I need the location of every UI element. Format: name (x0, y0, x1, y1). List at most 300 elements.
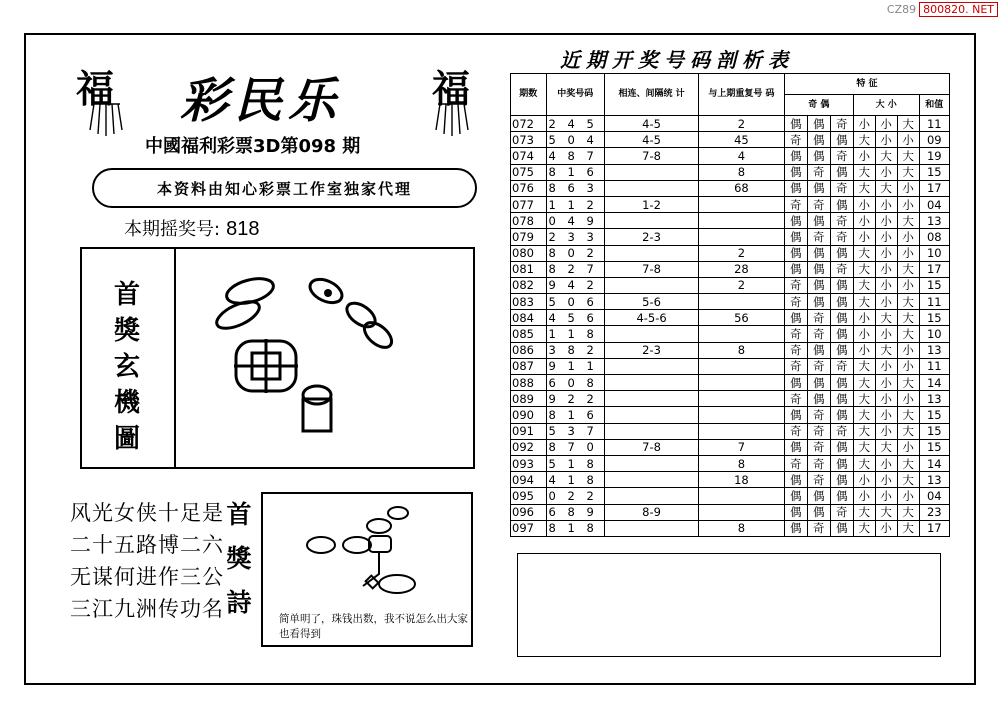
parity-cell: 偶 (807, 180, 830, 196)
size-cell: 小 (875, 132, 897, 148)
repeat-cell (699, 196, 785, 212)
parity-cell: 偶 (830, 277, 853, 293)
size-cell: 小 (853, 488, 875, 504)
size-cell: 小 (853, 472, 875, 488)
table-row (511, 423, 950, 439)
table-row (511, 407, 950, 423)
consecutive-cell: 4-5 (605, 132, 699, 148)
size-cell: 大 (897, 375, 919, 391)
winning-number-cell: 2 4 5 (546, 116, 605, 132)
winning-number-cell: 2 3 3 (546, 229, 605, 245)
puzzle-image (178, 249, 473, 467)
issue-cell: 074 (511, 148, 547, 164)
repeat-cell (699, 294, 785, 310)
puzzle-label (107, 277, 147, 457)
parity-cell: 偶 (807, 504, 830, 520)
size-cell: 小 (875, 358, 897, 374)
consecutive-cell (605, 472, 699, 488)
size-cell: 小 (897, 245, 919, 261)
parity-cell: 奇 (807, 196, 830, 212)
size-cell: 小 (875, 472, 897, 488)
winning-number-cell: 8 1 6 (546, 407, 605, 423)
parity-cell: 奇 (807, 310, 830, 326)
sum-cell: 11 (919, 294, 949, 310)
sum-cell: 23 (919, 504, 949, 520)
size-cell: 大 (853, 164, 875, 180)
issue-cell: 088 (511, 375, 547, 391)
consecutive-cell: 7-8 (605, 439, 699, 455)
size-cell: 小 (875, 164, 897, 180)
parity-cell: 偶 (784, 245, 807, 261)
table-row (511, 375, 950, 391)
sum-cell: 14 (919, 455, 949, 471)
issue-cell: 076 (511, 180, 547, 196)
parity-cell: 偶 (784, 213, 807, 229)
consecutive-cell (605, 520, 699, 536)
puzzle-label-char: 玄 (113, 352, 140, 382)
size-cell: 小 (875, 196, 897, 212)
notice-text: 本资料由知心彩票工作室独家代理 (156, 179, 412, 198)
repeat-cell: 28 (699, 261, 785, 277)
winning-number-cell: 6 8 9 (546, 504, 605, 520)
size-cell: 大 (853, 375, 875, 391)
issue-cell: 075 (511, 164, 547, 180)
table-row (511, 358, 950, 374)
consecutive-cell (605, 277, 699, 293)
consecutive-cell: 4-5 (605, 116, 699, 132)
repeat-cell (699, 407, 785, 423)
size-cell: 大 (897, 294, 919, 310)
issue-cell: 082 (511, 277, 547, 293)
sum-cell: 17 (919, 261, 949, 277)
size-cell: 大 (853, 245, 875, 261)
repeat-cell (699, 488, 785, 504)
size-cell: 小 (897, 439, 919, 455)
winning-number-cell: 5 1 8 (546, 455, 605, 471)
sum-cell: 10 (919, 245, 949, 261)
parity-cell: 奇 (784, 132, 807, 148)
table-row (511, 455, 950, 471)
parity-cell: 奇 (807, 472, 830, 488)
parity-cell: 偶 (807, 375, 830, 391)
sum-cell: 10 (919, 326, 949, 342)
consecutive-cell: 4-5-6 (605, 310, 699, 326)
watermark-prefix: CZ89 (886, 3, 917, 16)
parity-cell: 偶 (784, 148, 807, 164)
parity-cell: 偶 (830, 245, 853, 261)
issue-cell: 086 (511, 342, 547, 358)
size-cell: 小 (875, 213, 897, 229)
issue-cell: 081 (511, 261, 547, 277)
table-row (511, 472, 950, 488)
consecutive-cell (605, 375, 699, 391)
table-row (511, 213, 950, 229)
table-row (511, 229, 950, 245)
table-row (511, 180, 950, 196)
winning-number-cell: 5 3 7 (546, 423, 605, 439)
brand-title: 彩民乐 (180, 73, 343, 129)
parity-cell: 偶 (830, 407, 853, 423)
watermark (887, 2, 998, 17)
parity-cell: 奇 (784, 326, 807, 342)
size-cell: 小 (897, 132, 919, 148)
size-cell: 小 (853, 213, 875, 229)
parity-cell: 偶 (807, 294, 830, 310)
puzzle-label-char: 機 (113, 388, 140, 418)
size-cell: 大 (875, 342, 897, 358)
parity-cell: 偶 (830, 342, 853, 358)
size-cell: 大 (875, 439, 897, 455)
header-win: 中奖号码 (546, 74, 605, 116)
poem-line: 无谋何进作三公 (70, 565, 224, 589)
sum-cell: 15 (919, 423, 949, 439)
sum-cell: 11 (919, 358, 949, 374)
size-cell: 大 (897, 520, 919, 536)
parity-cell: 奇 (830, 148, 853, 164)
size-cell: 小 (897, 342, 919, 358)
parity-cell: 偶 (830, 472, 853, 488)
parity-cell: 偶 (784, 310, 807, 326)
table-row (511, 342, 950, 358)
size-cell: 小 (875, 423, 897, 439)
size-cell: 小 (875, 391, 897, 407)
size-cell: 小 (897, 358, 919, 374)
winning-number-cell: 8 1 8 (546, 520, 605, 536)
size-cell: 大 (897, 504, 919, 520)
table-row (511, 132, 950, 148)
parity-cell: 偶 (784, 488, 807, 504)
draw-label: 本期摇奖号: (124, 219, 221, 240)
header-repeat: 与上期重复号 码 (699, 74, 785, 116)
parity-cell: 奇 (807, 326, 830, 342)
size-cell: 小 (853, 229, 875, 245)
parity-cell: 奇 (807, 407, 830, 423)
repeat-cell: 8 (699, 520, 785, 536)
sum-cell: 13 (919, 391, 949, 407)
parity-cell: 奇 (807, 423, 830, 439)
repeat-cell: 8 (699, 342, 785, 358)
issue-cell: 079 (511, 229, 547, 245)
parity-cell: 奇 (830, 213, 853, 229)
lantern-right-icon (432, 100, 472, 140)
parity-cell: 偶 (830, 375, 853, 391)
parity-cell: 奇 (830, 358, 853, 374)
consecutive-cell (605, 245, 699, 261)
parity-cell: 偶 (830, 132, 853, 148)
size-cell: 小 (853, 310, 875, 326)
repeat-cell: 2 (699, 245, 785, 261)
parity-cell: 奇 (784, 391, 807, 407)
issue-cell: 092 (511, 439, 547, 455)
parity-cell: 奇 (784, 196, 807, 212)
size-cell: 小 (897, 391, 919, 407)
issue-cell: 087 (511, 358, 547, 374)
size-cell: 小 (875, 455, 897, 471)
sum-cell: 17 (919, 520, 949, 536)
winning-number-cell: 6 0 8 (546, 375, 605, 391)
parity-cell: 奇 (807, 520, 830, 536)
parity-cell: 偶 (784, 407, 807, 423)
repeat-cell: 2 (699, 116, 785, 132)
table-row (511, 277, 950, 293)
table-row (511, 504, 950, 520)
winning-number-cell: 4 8 7 (546, 148, 605, 164)
size-cell: 小 (875, 520, 897, 536)
parity-cell: 偶 (807, 245, 830, 261)
puzzle-label-char: 首 (113, 280, 140, 310)
parity-cell: 偶 (830, 439, 853, 455)
repeat-cell: 68 (699, 180, 785, 196)
table-row (511, 488, 950, 504)
sum-cell: 13 (919, 342, 949, 358)
winning-number-cell: 0 2 2 (546, 488, 605, 504)
parity-cell: 偶 (830, 196, 853, 212)
poem-line: 风光女侠十足是 (70, 501, 224, 525)
size-cell: 大 (853, 407, 875, 423)
poem-label-char: 詩 (226, 588, 252, 617)
issue-cell: 094 (511, 472, 547, 488)
parity-cell: 偶 (807, 261, 830, 277)
size-cell: 小 (875, 229, 897, 245)
size-cell: 大 (853, 132, 875, 148)
size-cell: 小 (875, 261, 897, 277)
notice-banner (92, 168, 477, 208)
parity-cell: 偶 (807, 132, 830, 148)
winning-number-cell: 9 2 2 (546, 391, 605, 407)
issue-cell: 085 (511, 326, 547, 342)
header-parity: 奇 偶 (784, 95, 853, 116)
winning-number-cell: 8 7 0 (546, 439, 605, 455)
parity-cell: 奇 (830, 504, 853, 520)
parity-cell: 奇 (807, 164, 830, 180)
header-consec: 相连、间隔统 计 (605, 74, 699, 116)
repeat-cell: 7 (699, 439, 785, 455)
repeat-cell (699, 358, 785, 374)
winning-number-cell: 1 1 8 (546, 326, 605, 342)
issue-cell: 093 (511, 455, 547, 471)
header-issue: 期数 (511, 74, 547, 116)
sum-cell: 04 (919, 488, 949, 504)
parity-cell: 偶 (830, 310, 853, 326)
repeat-cell (699, 375, 785, 391)
table-row (511, 310, 950, 326)
winning-number-cell: 5 0 4 (546, 132, 605, 148)
blank-result-box (517, 553, 941, 657)
winning-number-cell: 8 2 7 (546, 261, 605, 277)
repeat-cell (699, 504, 785, 520)
table-row (511, 148, 950, 164)
size-cell: 大 (897, 148, 919, 164)
repeat-cell: 45 (699, 132, 785, 148)
size-cell: 大 (853, 520, 875, 536)
parity-cell: 奇 (807, 455, 830, 471)
repeat-cell: 8 (699, 164, 785, 180)
consecutive-cell (605, 391, 699, 407)
issue-cell: 078 (511, 213, 547, 229)
draw-number-line (124, 215, 259, 241)
size-cell: 大 (853, 423, 875, 439)
header-sum: 和值 (919, 95, 949, 116)
header-feature: 特 征 (784, 74, 949, 95)
size-cell: 大 (897, 261, 919, 277)
size-cell: 大 (875, 148, 897, 164)
table-row (511, 391, 950, 407)
repeat-cell (699, 423, 785, 439)
poem-line: 三江九洲传功名 (70, 597, 224, 621)
size-cell: 大 (853, 358, 875, 374)
size-cell: 大 (897, 326, 919, 342)
parity-cell: 奇 (784, 455, 807, 471)
winning-number-cell: 8 1 6 (546, 164, 605, 180)
repeat-cell (699, 326, 785, 342)
winning-number-cell: 4 5 6 (546, 310, 605, 326)
lantern-left-icon (86, 100, 126, 140)
winning-number-cell: 8 0 2 (546, 245, 605, 261)
issue-cell: 072 (511, 116, 547, 132)
table-row (511, 326, 950, 342)
repeat-cell: 8 (699, 455, 785, 471)
issue-cell: 091 (511, 423, 547, 439)
parity-cell: 奇 (830, 116, 853, 132)
size-cell: 小 (897, 488, 919, 504)
consecutive-cell (605, 455, 699, 471)
parity-cell: 偶 (807, 277, 830, 293)
parity-cell: 奇 (830, 261, 853, 277)
size-cell: 大 (897, 472, 919, 488)
consecutive-cell: 7-8 (605, 148, 699, 164)
winning-number-cell: 0 4 9 (546, 213, 605, 229)
parity-cell: 偶 (830, 520, 853, 536)
consecutive-cell (605, 407, 699, 423)
size-cell: 小 (897, 277, 919, 293)
size-cell: 小 (853, 196, 875, 212)
consecutive-cell: 2-3 (605, 342, 699, 358)
puzzle-divider (174, 249, 176, 467)
parity-cell: 偶 (807, 116, 830, 132)
size-cell: 大 (875, 310, 897, 326)
table-row (511, 261, 950, 277)
size-cell: 大 (897, 164, 919, 180)
parity-cell: 偶 (807, 213, 830, 229)
repeat-cell: 18 (699, 472, 785, 488)
parity-cell: 奇 (807, 439, 830, 455)
parity-cell: 偶 (784, 116, 807, 132)
parity-cell: 奇 (807, 229, 830, 245)
parity-cell: 偶 (784, 164, 807, 180)
winning-number-cell: 9 4 2 (546, 277, 605, 293)
consecutive-cell: 8-9 (605, 504, 699, 520)
size-cell: 小 (875, 488, 897, 504)
sum-cell: 13 (919, 213, 949, 229)
hint-box (261, 492, 473, 647)
consecutive-cell (605, 488, 699, 504)
parity-cell: 偶 (784, 229, 807, 245)
sum-cell: 13 (919, 472, 949, 488)
repeat-cell (699, 213, 785, 229)
size-cell: 小 (875, 326, 897, 342)
parity-cell: 偶 (784, 375, 807, 391)
size-cell: 大 (897, 407, 919, 423)
table-body (511, 116, 950, 537)
size-cell: 小 (853, 148, 875, 164)
parity-cell: 奇 (784, 342, 807, 358)
header-size: 大 小 (853, 95, 919, 116)
consecutive-cell: 7-8 (605, 261, 699, 277)
table-row (511, 520, 950, 536)
issue-cell: 080 (511, 245, 547, 261)
puzzle-label-char: 圖 (113, 424, 140, 454)
poem-label (219, 493, 259, 625)
size-cell: 大 (897, 455, 919, 471)
size-cell: 大 (853, 261, 875, 277)
parity-cell: 奇 (784, 294, 807, 310)
poem-lines (70, 497, 224, 625)
winning-number-cell: 8 6 3 (546, 180, 605, 196)
puzzle-box (80, 247, 475, 469)
winning-number-cell: 1 1 2 (546, 196, 605, 212)
hint-text: 简单明了，珠钱出数，我不说怎么出大家也看得到 (279, 613, 468, 640)
parity-cell: 偶 (784, 439, 807, 455)
issue-cell: 095 (511, 488, 547, 504)
parity-cell: 奇 (784, 358, 807, 374)
sum-cell: 09 (919, 132, 949, 148)
table-row (511, 294, 950, 310)
parity-cell: 偶 (784, 472, 807, 488)
parity-cell: 奇 (784, 277, 807, 293)
parity-cell: 偶 (784, 261, 807, 277)
repeat-cell: 2 (699, 277, 785, 293)
consecutive-cell (605, 423, 699, 439)
issue-cell: 083 (511, 294, 547, 310)
size-cell: 小 (875, 277, 897, 293)
winning-number-cell: 3 8 2 (546, 342, 605, 358)
watermark-site[interactable]: 800820. NET (919, 2, 998, 17)
parity-cell: 偶 (830, 294, 853, 310)
size-cell: 小 (853, 116, 875, 132)
repeat-cell: 4 (699, 148, 785, 164)
table-row (511, 116, 950, 132)
size-cell: 小 (875, 407, 897, 423)
parity-cell: 偶 (784, 504, 807, 520)
size-cell: 大 (875, 180, 897, 196)
puzzle-label-char: 獎 (113, 316, 140, 346)
consecutive-cell (605, 180, 699, 196)
winning-number-cell: 9 1 1 (546, 358, 605, 374)
consecutive-cell (605, 164, 699, 180)
parity-cell: 偶 (830, 488, 853, 504)
table-row (511, 164, 950, 180)
table-row (511, 245, 950, 261)
table-title: 近期开奖号码剖析表 (560, 48, 794, 72)
analysis-table (510, 73, 950, 537)
sum-cell: 15 (919, 164, 949, 180)
parity-cell: 偶 (830, 455, 853, 471)
hint-image (293, 504, 453, 609)
size-cell: 大 (853, 439, 875, 455)
draw-number: 818 (226, 218, 260, 240)
sum-cell: 11 (919, 116, 949, 132)
sum-cell: 15 (919, 310, 949, 326)
parity-cell: 奇 (830, 229, 853, 245)
issue-cell: 097 (511, 520, 547, 536)
winning-number-cell: 4 1 8 (546, 472, 605, 488)
consecutive-cell (605, 326, 699, 342)
size-cell: 小 (853, 326, 875, 342)
repeat-cell (699, 229, 785, 245)
poem-label-char: 獎 (226, 544, 252, 573)
size-cell: 大 (853, 180, 875, 196)
sum-cell: 08 (919, 229, 949, 245)
